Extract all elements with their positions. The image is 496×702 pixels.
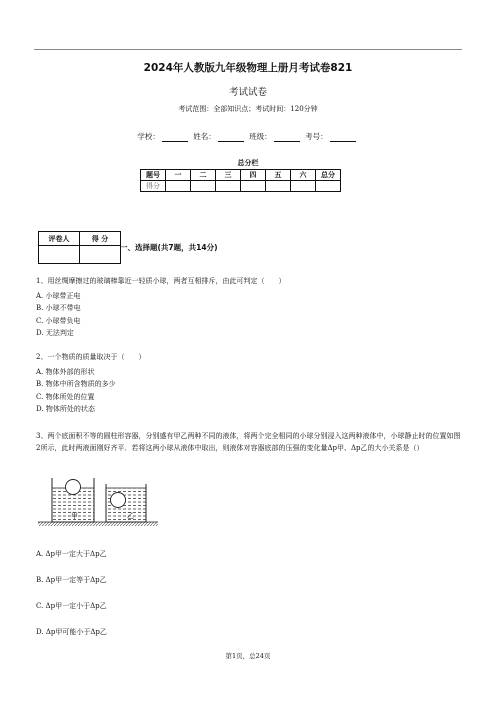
grader-box [38, 231, 121, 264]
page-footer: 第1页，总24页 [225, 652, 271, 660]
school-label: 学校： [137, 132, 160, 141]
name-label: 姓名： [193, 132, 216, 141]
score-header-cell: 六 [291, 170, 316, 181]
score-table-caption: 总分栏 [237, 159, 259, 167]
score-cell[interactable] [266, 181, 291, 192]
question-1-option-c[interactable]: C. 小球带负电 [36, 317, 81, 325]
question-2-option-a[interactable]: A. 物体外部的形状 [36, 368, 95, 376]
question-1-stem [36, 275, 464, 287]
question-3-stem [36, 430, 464, 454]
score-cell[interactable] [291, 181, 316, 192]
score-cell[interactable] [191, 181, 216, 192]
score-header-cell: 二 [191, 170, 216, 181]
label-jia: 甲 [71, 512, 78, 520]
score-header-cell: 题号 [141, 170, 166, 181]
question-3-option-d[interactable]: D. Δp甲可能小于Δp乙 [36, 628, 107, 636]
name-blank[interactable] [218, 132, 244, 142]
grader-score-label: 得 分 [80, 232, 121, 246]
score-row-label: 得分 [141, 181, 166, 192]
grader-label: 评卷人 [39, 232, 80, 246]
question-2-stem [36, 351, 464, 363]
exam-no-label: 考号： [305, 132, 328, 141]
exam-info: 考试范围：全部知识点；考试时间：120分钟 [178, 105, 318, 113]
score-table-score-row [141, 181, 341, 192]
question-1-option-a[interactable]: A. 小球带正电 [36, 292, 81, 300]
question-2-option-c[interactable]: C. 物体所处的位置 [36, 393, 95, 401]
score-cell[interactable] [241, 181, 266, 192]
class-label: 班级： [249, 132, 272, 141]
score-cell[interactable] [216, 181, 241, 192]
question-text: 2、一个物质的质量取决于（ ） [36, 353, 146, 361]
question-3-option-a[interactable]: A. Δp甲一定大于Δp乙 [36, 550, 107, 558]
score-cell[interactable] [166, 181, 191, 192]
score-header-cell: 三 [216, 170, 241, 181]
class-blank[interactable] [274, 132, 300, 142]
question-text: 1、用丝绸摩擦过的玻璃棒靠近一轻质小球，两者互相排斥，由此可判定（ ） [36, 277, 286, 285]
page-title: 2024年人教版九年级物理上册月考试卷821 [143, 62, 353, 74]
header-rule [34, 49, 462, 50]
score-cell[interactable] [316, 181, 341, 192]
page-subtitle: 考试试卷 [228, 87, 267, 98]
score-table [140, 169, 341, 192]
school-blank[interactable] [162, 132, 188, 142]
grader-score-cell[interactable] [80, 246, 121, 264]
question-1-option-d[interactable]: D. 无法判定 [36, 329, 74, 337]
ball-yi [111, 493, 126, 508]
section-title: 一、选择题(共7题，共14分) [120, 243, 218, 252]
question-1-option-b[interactable]: B. 小球不带电 [36, 304, 81, 312]
question-3-option-c[interactable]: C. Δp甲一定小于Δp乙 [36, 602, 107, 610]
score-header-cell: 一 [166, 170, 191, 181]
score-header-cell: 四 [241, 170, 266, 181]
score-header-cell: 总分 [316, 170, 341, 181]
score-header-cell: 五 [266, 170, 291, 181]
student-fields [0, 131, 496, 142]
question-2-option-b[interactable]: B. 物体中所含物质的多少 [36, 380, 116, 388]
question-3-option-b[interactable]: B. Δp甲一定等于Δp乙 [36, 576, 107, 584]
label-yi: 乙 [127, 512, 134, 520]
ground-hatch [38, 522, 158, 526]
containers-figure [38, 476, 158, 528]
ball-jia [66, 480, 81, 495]
exam-no-blank[interactable] [330, 132, 356, 142]
score-table-header-row [141, 170, 341, 181]
question-text: 3、两个底面积不等的圆柱形容器，分别盛有甲乙两种不同的液体，将两个完全相同的小球分别浸入这两种液体中，小球静止时的位置如图2所示，此时两液面刚好齐平．若将这两小球从液体中取出，则液体对容器底部的压强的变化量Δp甲、Δp乙的大小关系是（） [36, 432, 461, 452]
question-2-option-d[interactable]: D. 物体所处的状态 [36, 405, 95, 413]
grader-cell[interactable] [39, 246, 80, 264]
